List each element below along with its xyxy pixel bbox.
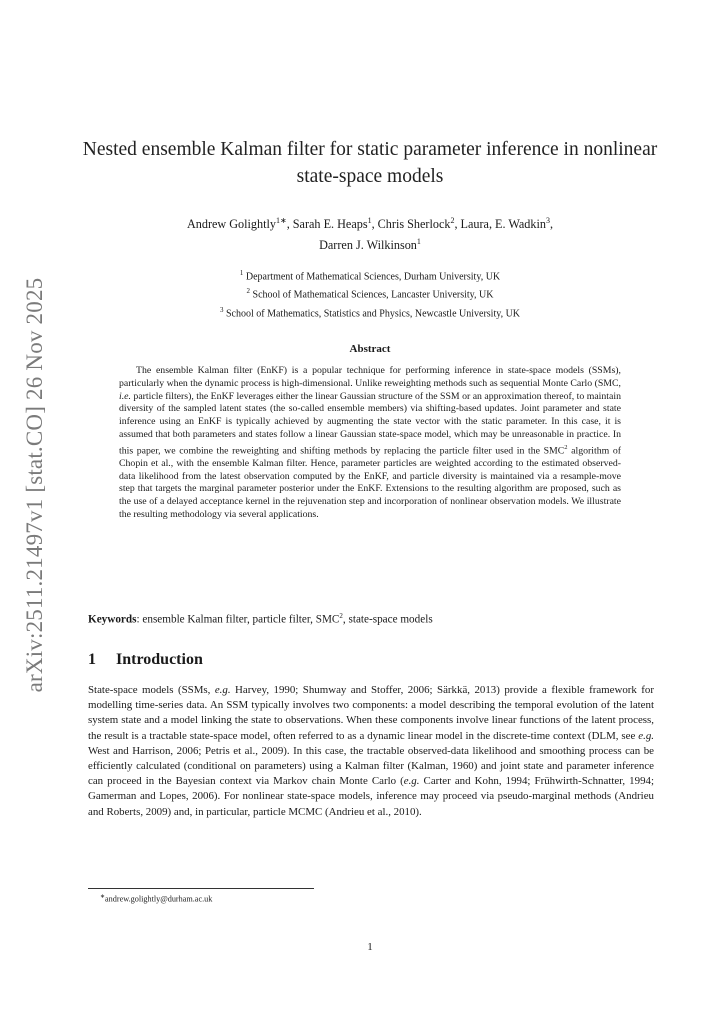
abstract-heading: Abstract (349, 343, 391, 355)
affiliation-mark: 1 (239, 269, 244, 277)
body-eg: e.g. (403, 775, 420, 788)
body-text: Harvey, 1990; Shumway and Stoffer, 2006; Särkkä, 2013) provide a flexible framework for modelling time-series data. An SSM typically involves two components: a model describing the temporal evolution of the latent system state and a model linking the state to observations. When these components involve linear functions of the latent process, the result is a tractable state-space model, often referred to as a dynamic linear model in the discrete-time context (DLM, see (88, 684, 654, 742)
author-name: Darren J. Wilkinson (319, 238, 417, 253)
arxiv-identifier-text: arXiv:2511.21497v1 [stat.CO] 26 Nov 2025 (22, 277, 47, 693)
author-name: Andrew Golightly (186, 217, 276, 232)
author-affiliation-mark: 3 (545, 216, 550, 225)
abstract-text: The ensemble Kalman filter (EnKF) is a popular technique for performing inference in state-space models (SSMs), particularly when the dynamic process is high-dimensional. Unlike reweighting methods such as sequential Monte Carlo (SMC, (119, 365, 621, 389)
body-eg: e.g. (214, 684, 231, 696)
paper-title: Nested ensemble Kalman filter for static parameter inference in nonlinear state-space models (82, 139, 658, 187)
abstract-text: algorithm of Chopin et al., with the ensemble Kalman filter. Hence, parameter particles are weighted according to the estimated observed-data likelihood from the latest observation computed by the EnKF, and particle diversity is maintained via a resample-move step that targets the marginal parameter posterior under the EnKF. Extensions to the resulting algorithm are proposed, such as the use of a delayed acceptance kernel in the rejuvenation step and incorporation of nonlinear observation models. We illustrate the resulting methodology via several applications. (119, 445, 621, 521)
author-list: Andrew Golightly$^{1∗}$, Sarah E. Heaps$^1$, Chris Sherlock$^2$, Laura, E. Wadkin$^3$, Darren J. Wilkinson$^1$ (186, 216, 554, 253)
author-name: Chris Sherlock (377, 217, 451, 232)
arxiv-identifier-stamp (20, 277, 50, 693)
page-number: 1 (367, 941, 373, 953)
keywords-line (88, 612, 648, 626)
footnote (100, 893, 212, 904)
affiliation-text: School of Mathematical Sciences, Lancaster University, UK (252, 289, 494, 301)
section-number: 1 (88, 651, 96, 668)
keywords-superscript: 2 (339, 612, 343, 620)
body-text: Carter and Kohn, 1994; Frühwirth-Schnatter, 1994; Gamerman and Lopes, 2006). For nonlinear state-space models, inference may proceed via pseudo-marginal methods (Andrieu and Roberts, 2009) and, in particular, particle MCMC (Andrieu et al., 2010). (88, 775, 654, 818)
body-eg: e.g. (638, 729, 654, 742)
author-name: Laura, E. Wadkin (460, 217, 546, 232)
abstract-smc-superscript: 2 (564, 443, 568, 451)
footnote-mark: ∗ (100, 894, 106, 900)
keywords-label: Keywords (88, 613, 137, 626)
section-heading (88, 651, 203, 669)
abstract-ie: i.e. (119, 390, 131, 402)
affiliation-text: School of Mathematics, Statistics and Physics, Newcastle University, UK (225, 307, 521, 319)
affiliation-line (100, 303, 640, 321)
author-affiliation-mark: 1 (416, 237, 421, 247)
affiliation-text: Department of Mathematical Sciences, Durham University, UK (245, 271, 501, 283)
footnote-email[interactable]: andrew.golightly@durham.ac.uk (105, 894, 213, 904)
affiliation-mark: 2 (246, 287, 251, 296)
keywords-text: , state-space models (342, 613, 433, 626)
author-affiliation-mark: 1 (367, 216, 372, 225)
affiliation-line (100, 266, 640, 284)
affiliation-line (100, 284, 640, 302)
keywords-text: : ensemble Kalman filter, particle filter, SMC (136, 613, 340, 626)
author-affiliation-mark: 1∗ (275, 216, 287, 225)
body-text: State-space models (SSMs, (88, 684, 215, 696)
footnote-divider (88, 888, 314, 889)
section-title: Introduction (116, 651, 203, 668)
author-name: Sarah E. Heaps (292, 217, 368, 232)
abstract-text: particle filters), the EnKF leverages either the linear Gaussian structure of the SSM or an approximation thereof, to maintain diversity of the sampled latent states (the so-called ensemble members) via shifting-based updates. Joint parameter and state inference using an EnKF is typically achieved by augmenting the state vector with the static parameter. In this case, it is assumed that both parameters and states follow a linear Gaussian state-space model, which may be unreasonable in practice. In this paper, we combine the reweighting and shifting methods by replacing the particle filter used in the SMC (119, 390, 621, 457)
body-text: West and Harrison, 2006; Petris et al., 2009). In this case, the tractable observed-data likelihood and smoothing process can be efficiently calculated (conditional on parameters) using a Kalman filter (Kalman, 1960) and joint state and parameter inference can proceed in the Bayesian context via Markov chain Monte Carlo ( (88, 744, 654, 788)
affiliation-list (100, 266, 640, 321)
introduction-paragraph (88, 683, 654, 820)
abstract-body (119, 365, 621, 522)
author-affiliation-mark: 2 (450, 216, 455, 225)
affiliation-mark: 3 (219, 305, 224, 314)
